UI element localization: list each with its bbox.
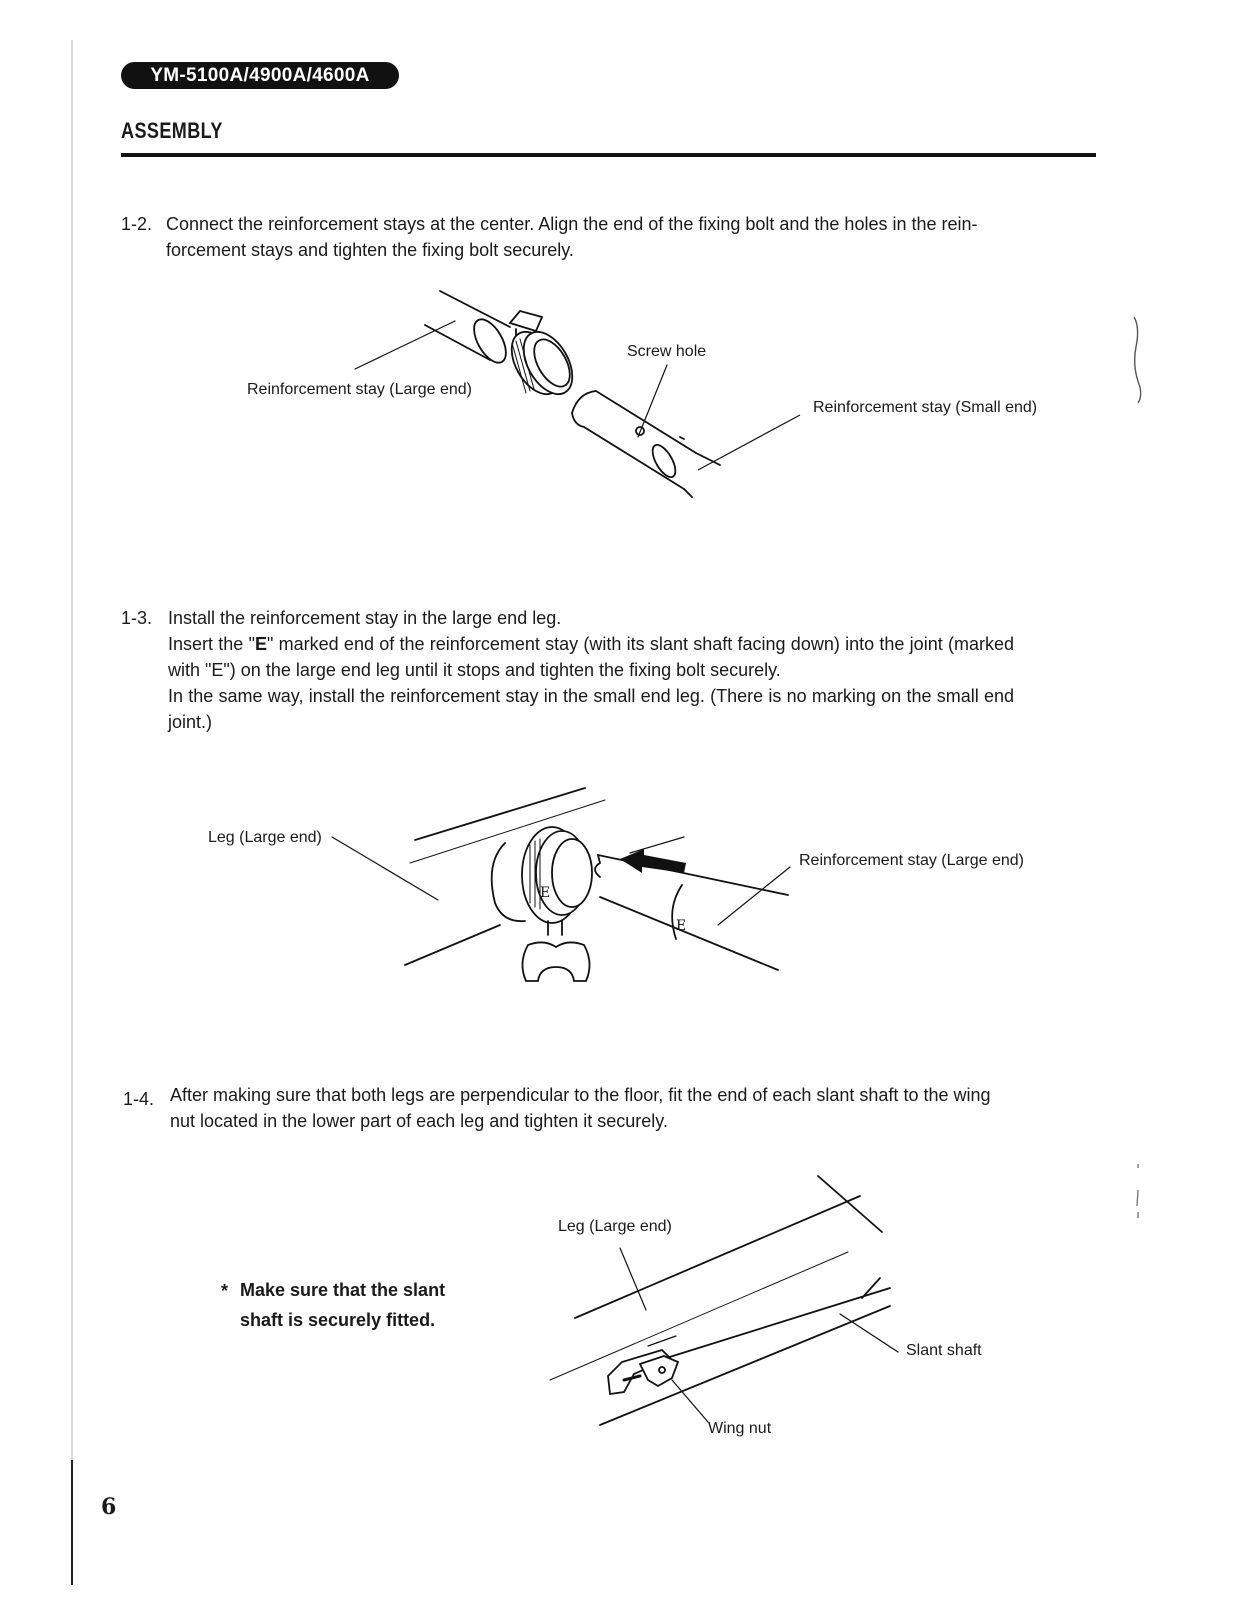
note-text (240, 1275, 445, 1335)
label-leg-large-end: Leg (Large end) (558, 1218, 672, 1235)
label-leg-large-end: Leg (Large end) (208, 829, 322, 846)
step-text (166, 211, 1066, 263)
step-text (170, 1082, 1050, 1134)
mark-e-bold: E (254, 634, 267, 654)
page-edge (71, 40, 73, 1585)
step-number: 1-3. (121, 608, 153, 628)
step-number: 1-4. (123, 1089, 155, 1109)
title-rule (121, 153, 1096, 157)
mark-e-stay: E (676, 918, 687, 934)
page-number: 6 (101, 1494, 117, 1520)
label-screw-hole: Screw hole (627, 343, 707, 360)
label-small-end: Reinforcement stay (Small end) (813, 399, 1038, 416)
step-line: nut located in the lower part of each leg and tighten it securely. (170, 1111, 668, 1131)
label-large-end: Reinforcement stay (Large end) (247, 381, 472, 398)
step-line: After making sure that both legs are perpendicular to the floor, fit the end of each slant shaft to the wing (170, 1085, 991, 1105)
figure-stay-into-leg (330, 785, 800, 990)
section-title: ASSEMBLY (121, 118, 223, 143)
note-asterisk: * (221, 1281, 229, 1301)
label-slant-shaft: Slant shaft (906, 1342, 982, 1359)
model-badge: YM-5100A/4900A/4600A (121, 62, 399, 89)
label-wing-nut: Wing nut (708, 1420, 772, 1437)
leader-small-end (690, 410, 810, 480)
mark-e-joint: E (540, 885, 551, 901)
step-text (168, 605, 1014, 735)
figure-slant-shaft-wing-nut (540, 1170, 900, 1435)
note-line: Make sure that the slant (240, 1280, 446, 1300)
step-line: Install the reinforcement stay in the large end leg. (168, 608, 562, 628)
step-paragraph: In the same way, install the reinforcement stay in the small end leg. (There is no marking on the small end joint.) (168, 686, 1014, 732)
text-run: Insert the " (168, 634, 255, 654)
step-paragraph (168, 631, 1014, 683)
note-line: shaft is securely fitted. (240, 1310, 436, 1330)
text-run: " marked end of the reinforcement stay (with its slant shaft facing down) into the joint (marked with "E") on the large end leg until it stops and tighten the fixing bolt securely. (168, 634, 1014, 680)
step-line: Connect the reinforcement stays at the center. Align the end of the fixing bolt and the holes in the rein- (166, 214, 978, 234)
step-line: forcement stays and tighten the fixing bolt securely. (166, 240, 574, 260)
binding-edge (71, 1460, 73, 1585)
scan-mark (1128, 315, 1148, 405)
scan-mark (1132, 1160, 1146, 1230)
step-number: 1-2. (121, 214, 153, 234)
label-stay-large-end: Reinforcement stay (Large end) (799, 852, 1024, 869)
